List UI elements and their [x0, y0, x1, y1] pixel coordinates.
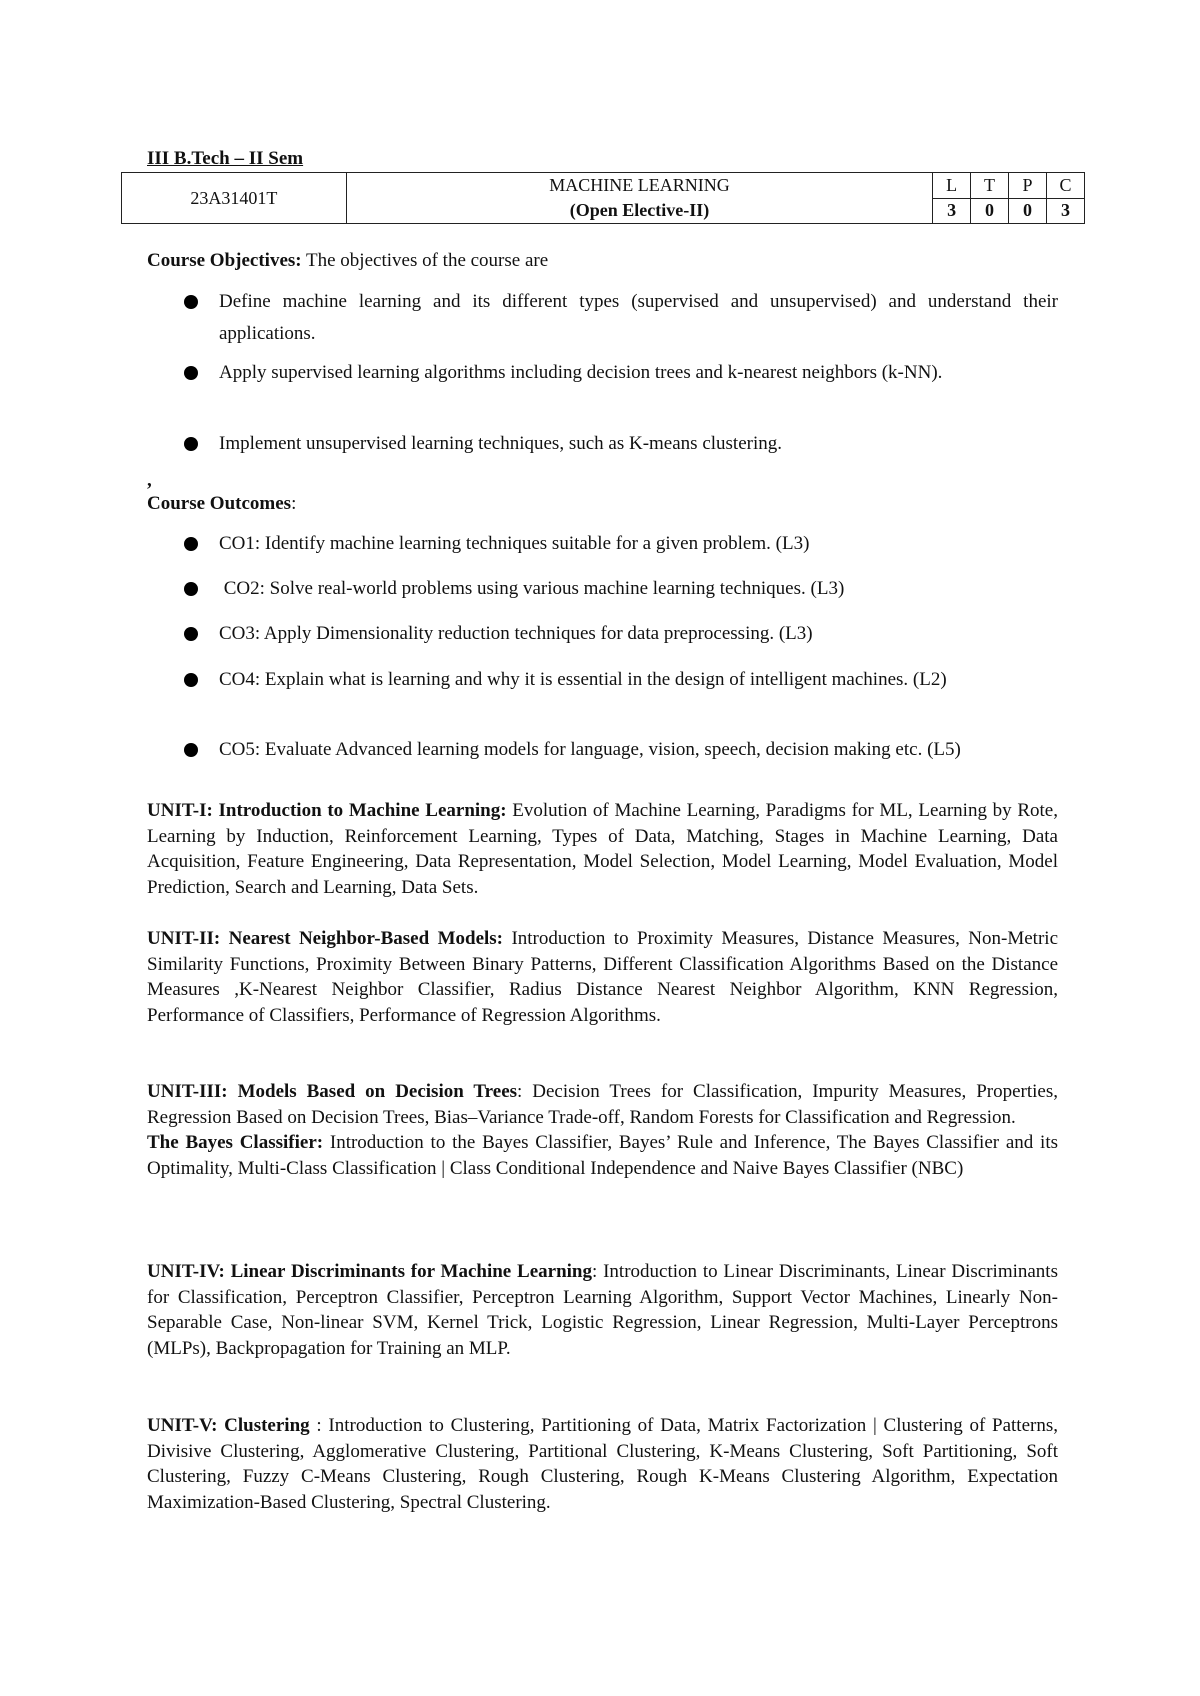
ltpc-value-t: 0 — [971, 198, 1009, 224]
unit-4 — [147, 1259, 1058, 1361]
objective-text: Implement unsupervised learning techniques, such as K-means clustering. — [219, 433, 782, 454]
outcome-item — [184, 528, 1058, 560]
unit-subheading: The Bayes Classifier: — [147, 1132, 324, 1153]
unit-body: Evolution of Machine Learning, Paradigms for ML, Learning by Rote, Learning by Induction, Reinforcement Learning, Types of Data, Matching, Stages in Machine Learning, Data Acquisition, Feature Engineering, Data Representation, Model Selection, Model Learning, Model Evaluation, Model Prediction, Search and Learning, Data Sets. — [147, 800, 1058, 898]
bullet-icon — [184, 582, 198, 596]
ltpc-label-t: T — [971, 173, 1009, 199]
objective-item — [184, 428, 1058, 460]
outcome-item — [184, 618, 1058, 650]
ltpc-value-c: 3 — [1046, 198, 1084, 224]
unit-heading: UNIT-I: Introduction to Machine Learning: — [147, 800, 507, 821]
bullet-icon — [184, 437, 198, 451]
stray-mark: , — [147, 470, 152, 491]
outcomes-label: Course Outcomes — [147, 493, 292, 514]
outcome-text: CO2: Solve real-world problems using various machine learning techniques. (L3) — [219, 578, 845, 599]
bullet-icon — [184, 673, 198, 687]
unit-heading: UNIT-II: Nearest Neighbor-Based Models: — [147, 928, 504, 949]
unit-3 — [147, 1079, 1058, 1181]
unit-body: : Decision Trees for Classification, Impurity Measures, Properties, Regression Based on Decision Trees, Bias–Variance Trade-off, Random Forests for Classification and Regression. — [147, 1081, 1058, 1128]
bullet-icon — [184, 366, 198, 380]
outcome-item — [184, 734, 1058, 766]
ltpc-label-c: C — [1046, 173, 1084, 199]
unit-heading: UNIT-V: Clustering — [147, 1415, 310, 1436]
course-title: MACHINE LEARNING — [549, 175, 730, 195]
outcome-text: CO1: Identify machine learning techniques suitable for a given problem. (L3) — [219, 533, 810, 554]
outcome-text: CO4: Explain what is learning and why it is essential in the design of intelligent machines. (L2) — [219, 669, 947, 690]
unit-2 — [147, 926, 1058, 1028]
bullet-icon — [184, 627, 198, 641]
outcome-item — [184, 573, 1058, 605]
unit-heading: UNIT-IV: Linear Discriminants for Machine Learning — [147, 1261, 592, 1282]
unit-5 — [147, 1413, 1058, 1515]
outcomes-suffix: : — [291, 493, 297, 514]
objective-text: Apply supervised learning algorithms including decision trees and k-nearest neighbors (k-NN). — [219, 362, 943, 383]
ltpc-label-l: L — [933, 173, 971, 199]
objective-item — [184, 357, 1058, 389]
course-type: (Open Elective-II) — [569, 200, 710, 220]
course-info-table — [121, 172, 1085, 224]
bullet-icon — [184, 743, 198, 757]
bullet-icon — [184, 295, 198, 309]
objective-item — [184, 286, 1058, 350]
unit-body: : Introduction to Clustering, Partitioning of Data, Matrix Factorization | Clustering of Patterns, Divisive Clustering, Agglomerative Clustering, Partitional Clustering, K-Means Clustering, Soft Partitioning, Soft Clustering, Fuzzy C-Means Clustering, Rough Clustering, Rough K-Means Clustering Algorithm, Expectation Maximization-Based Clustering, Spectral Clustering. — [147, 1415, 1058, 1513]
ltpc-value-p: 0 — [1009, 198, 1047, 224]
outcome-text: CO5: Evaluate Advanced learning models for language, vision, speech, decision making etc. (L5) — [219, 739, 961, 760]
course-code: 23A31401T — [122, 173, 347, 224]
bullet-icon — [184, 537, 198, 551]
semester-heading: III B.Tech – II Sem — [147, 148, 304, 169]
objectives-heading — [147, 250, 548, 272]
outcomes-heading — [147, 493, 296, 515]
ltpc-value-l: 3 — [933, 198, 971, 224]
unit-1 — [147, 798, 1058, 900]
outcome-text: CO3: Apply Dimensionality reduction techniques for data preprocessing. (L3) — [219, 623, 813, 644]
objectives-intro: The objectives of the course are — [301, 250, 549, 271]
objectives-label: Course Objectives: — [147, 250, 302, 271]
ltpc-label-p: P — [1009, 173, 1047, 199]
unit-body: Introduction to Proximity Measures, Distance Measures, Non-Metric Similarity Functions, Proximity Between Binary Patterns, Different Classification Algorithms Based on the Distance Measures ,K-Nearest Neighbor Classifier, Radius Distance Nearest Neighbor Algorithm, KNN Regression, Performance of Classifiers, Performance of Regression Algorithms. — [147, 928, 1058, 1026]
objective-text: Define machine learning and its different types (supervised and unsupervised) and understand their applications. — [219, 291, 1058, 344]
unit-heading: UNIT-III: Models Based on Decision Trees — [147, 1081, 518, 1102]
unit-body: : Introduction to Linear Discriminants, Linear Discriminants for Classification, Perceptron Classifier, Perceptron Learning Algorithm, Support Vector Machines, Linearly Non-Separable Case, Non-linear SVM, Kernel Trick, Logistic Regression, Linear Regression, Multi-Layer Perceptrons (MLPs), Backpropagation for Training an MLP. — [147, 1261, 1058, 1359]
unit-subbody: Introduction to the Bayes Classifier, Bayes’ Rule and Inference, The Bayes Classifier and its Optimality, Multi-Class Classification | Class Conditional Independence and Naive Bayes Classifier (NBC) — [147, 1132, 1058, 1179]
outcome-item — [184, 664, 1058, 696]
course-title-cell — [346, 173, 932, 224]
